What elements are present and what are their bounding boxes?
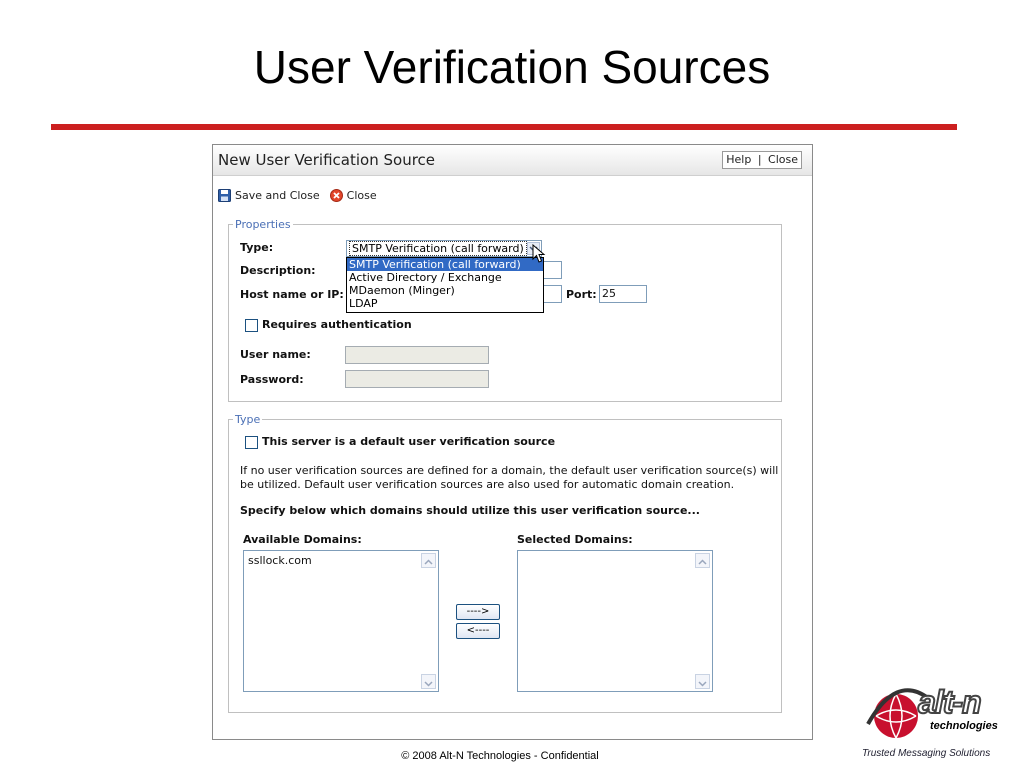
available-domains-label: Available Domains: bbox=[243, 533, 362, 546]
save-and-close-button[interactable] bbox=[218, 189, 320, 202]
chevron-down-icon bbox=[696, 677, 709, 690]
dialog-title: New User Verification Source bbox=[218, 151, 436, 169]
type-option[interactable]: MDaemon (Minger) bbox=[349, 284, 455, 297]
default-source-checkbox[interactable] bbox=[245, 436, 258, 449]
selected-scrollbar[interactable] bbox=[695, 553, 710, 689]
requires-auth-label: Requires authentication bbox=[262, 318, 412, 331]
close-label: Close bbox=[346, 188, 377, 202]
add-domain-button[interactable]: ----> bbox=[456, 604, 500, 620]
save-icon bbox=[218, 189, 231, 202]
username-label: User name: bbox=[240, 348, 311, 361]
logo-sub: technologies bbox=[930, 720, 998, 732]
host-label: Host name or IP: bbox=[240, 288, 344, 301]
scroll-down-button[interactable] bbox=[421, 674, 436, 689]
info-text-line-2: be utilized. Default user verification sources are also used for automatic domain creation. bbox=[240, 478, 735, 491]
type-label: Type: bbox=[240, 241, 274, 254]
specify-domains-text: Specify below which domains should utilize this user verification source... bbox=[240, 504, 700, 517]
close-button[interactable] bbox=[330, 189, 377, 202]
port-label: Port: bbox=[566, 288, 597, 301]
description-label: Description: bbox=[240, 264, 316, 277]
type-select-value: SMTP Verification (call forward) bbox=[349, 241, 527, 256]
slide-title: User Verification Sources bbox=[253, 41, 771, 93]
title-divider bbox=[51, 124, 957, 130]
toolbar bbox=[218, 185, 387, 205]
help-link[interactable]: Help bbox=[726, 153, 752, 166]
link-separator: | bbox=[757, 153, 762, 166]
default-source-label: This server is a default user verification source bbox=[262, 435, 556, 448]
scroll-up-button[interactable] bbox=[695, 553, 710, 568]
dialog-header bbox=[213, 145, 812, 176]
scroll-up-button[interactable] bbox=[421, 553, 436, 568]
type-option[interactable]: LDAP bbox=[349, 297, 378, 310]
type-select[interactable] bbox=[346, 240, 542, 257]
type-legend: Type bbox=[235, 413, 261, 426]
selected-domains-label: Selected Domains: bbox=[517, 533, 633, 546]
password-input[interactable] bbox=[345, 370, 489, 388]
chevron-down-icon bbox=[422, 677, 435, 690]
port-input[interactable]: 25 bbox=[599, 285, 647, 303]
logo-tagline: Trusted Messaging Solutions bbox=[862, 748, 991, 759]
properties-legend: Properties bbox=[235, 218, 291, 231]
available-scrollbar[interactable] bbox=[421, 553, 436, 689]
header-close-link[interactable]: Close bbox=[768, 153, 798, 166]
help-close-links bbox=[722, 151, 802, 169]
password-label: Password: bbox=[240, 373, 304, 386]
chevron-up-icon bbox=[696, 556, 709, 569]
save-and-close-label: Save and Close bbox=[235, 188, 320, 202]
requires-auth-checkbox[interactable] bbox=[245, 319, 258, 332]
footer-copyright: © 2008 Alt-N Technologies - Confidential bbox=[401, 750, 599, 762]
mouse-cursor-icon bbox=[532, 244, 546, 264]
scroll-down-button[interactable] bbox=[695, 674, 710, 689]
close-icon bbox=[330, 189, 343, 202]
selected-domains-list[interactable] bbox=[517, 550, 713, 692]
remove-domain-button[interactable]: <---- bbox=[456, 623, 500, 639]
type-option[interactable]: SMTP Verification (call forward) bbox=[347, 258, 543, 271]
type-dropdown-list bbox=[346, 257, 544, 313]
logo-brand: alt-n bbox=[918, 684, 981, 720]
type-option[interactable]: Active Directory / Exchange bbox=[349, 271, 502, 284]
available-domains-list[interactable] bbox=[243, 550, 439, 692]
username-input[interactable] bbox=[345, 346, 489, 364]
list-item[interactable]: ssllock.com bbox=[248, 554, 312, 567]
info-text-line-1: If no user verification sources are defined for a domain, the default user verification source(s) will bbox=[240, 464, 779, 477]
chevron-up-icon bbox=[422, 556, 435, 569]
